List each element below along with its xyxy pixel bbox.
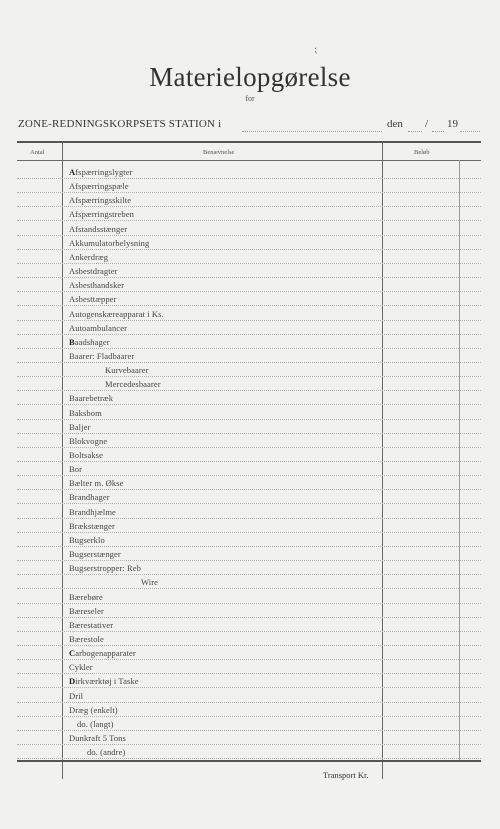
row-rule <box>17 419 481 420</box>
row-rule <box>17 518 481 519</box>
item-name: Bor <box>69 464 83 475</box>
item-name: Bæreseler <box>69 605 104 616</box>
item-name: Asbestdragter <box>69 266 118 277</box>
row-rule <box>17 206 481 207</box>
row-rule <box>17 178 481 179</box>
row-rule <box>17 744 481 745</box>
row-rule <box>17 447 481 448</box>
item-name: Asbesthandsker <box>69 280 125 291</box>
date-separator: / <box>425 118 429 130</box>
row-rule <box>17 404 481 405</box>
item-name: Bugserklo <box>69 534 105 545</box>
item-name: Bærebøre <box>69 591 103 602</box>
item-name: Brandhager <box>69 492 110 503</box>
item-name: Baarer: Fladbaarer <box>69 350 135 361</box>
row-rule <box>17 503 481 504</box>
item-name: Baksbom <box>69 407 102 418</box>
item-name: Dræg (enkelt) <box>69 704 118 715</box>
item-name: Bærestole <box>69 633 104 644</box>
transport-label: Transport Kr. <box>323 770 369 780</box>
year-label: 19 <box>447 118 458 130</box>
date-day-field[interactable] <box>408 131 422 132</box>
item-name: Baljer <box>69 421 91 432</box>
row-rule <box>17 546 481 547</box>
item-name: Afspærringstreben <box>69 209 134 220</box>
row-rule <box>17 277 481 278</box>
item-name: do. (langt) <box>77 718 114 729</box>
item-name: Brækstænger <box>69 520 115 531</box>
pencil-mark-icon: ⁏ <box>314 44 318 55</box>
row-rule <box>17 659 481 660</box>
item-name: Dril <box>69 690 84 701</box>
header-count: Antal <box>30 149 45 156</box>
row-rule <box>17 687 481 688</box>
form-title: Materielopgørelse <box>149 62 351 92</box>
row-rule <box>17 433 481 434</box>
item-name: Dunkraft 5 Tons <box>69 733 126 743</box>
item-name: Ankerdræg <box>69 251 109 262</box>
table-bottom-rule <box>17 760 481 762</box>
item-name: Boltsakse <box>69 450 103 460</box>
row-rule <box>17 249 481 250</box>
item-name: Autogenskæreapparat i Ks. <box>69 308 164 319</box>
header-rule <box>17 160 481 161</box>
item-name: Baarebetræk <box>69 393 114 404</box>
row-rule <box>17 192 481 193</box>
station-label: ZONE-REDNINGSKORPSETS STATION i <box>18 118 222 130</box>
row-rule <box>17 235 481 236</box>
item-name: Afspærringslygter <box>69 167 133 177</box>
row-rule <box>17 645 481 646</box>
row-rule <box>17 617 481 618</box>
row-rule <box>17 390 481 391</box>
row-rule <box>17 334 481 335</box>
item-name: Wire <box>141 577 159 588</box>
row-rule <box>17 362 481 363</box>
item-name: Bugserstænger <box>69 549 121 560</box>
row-rule <box>17 320 481 321</box>
row-rule <box>17 291 481 292</box>
item-name: Bugserstropper: Reb <box>69 563 142 574</box>
row-rule <box>17 220 481 221</box>
item-name: Blokvogne <box>69 435 108 446</box>
row-rule <box>17 532 481 533</box>
item-name: Afstandsstænger <box>69 223 128 234</box>
row-rule <box>17 758 481 759</box>
header-name: Benævnelse <box>203 149 235 156</box>
row-rule <box>17 588 481 589</box>
row-rule <box>17 475 481 476</box>
station-field[interactable] <box>242 131 382 132</box>
row-rule <box>17 263 481 264</box>
item-name: Bælter m. Økse <box>69 478 124 489</box>
item-name: Bærestativer <box>69 619 114 630</box>
row-rule <box>17 489 481 490</box>
item-name: Akkumulatorbelysning <box>69 237 150 248</box>
item-name: Carbogenapparater <box>69 648 136 659</box>
item-name: Kurvebaarer <box>105 365 149 376</box>
row-rule <box>17 305 481 306</box>
item-name: Mercedesbaarer <box>105 379 161 390</box>
row-rule <box>17 673 481 674</box>
row-rule <box>17 702 481 703</box>
row-rule <box>17 376 481 377</box>
date-label: den <box>387 118 403 130</box>
row-rule <box>17 348 481 349</box>
header-amount: Beløb <box>414 149 430 156</box>
row-rule <box>17 716 481 717</box>
item-name: Baadshager <box>69 336 110 347</box>
row-rule <box>17 631 481 632</box>
row-rule <box>17 461 481 462</box>
item-name: do. (andre) <box>87 747 126 758</box>
row-rule <box>17 560 481 561</box>
item-name: Cykler <box>69 662 93 673</box>
item-name: Brandhjælme <box>69 506 116 517</box>
column-divider <box>459 160 460 760</box>
year-field[interactable] <box>460 131 480 132</box>
row-rule <box>17 730 481 731</box>
item-name: Afspærringsskilte <box>69 195 132 206</box>
date-month-field[interactable] <box>432 131 444 132</box>
item-name: Dirkværktøj i Taske <box>69 676 139 687</box>
row-rule <box>17 603 481 604</box>
item-name: Afspærringspæle <box>69 181 129 192</box>
item-name: Autoambulancer <box>69 322 128 333</box>
item-name: Asbesttæpper <box>69 294 117 305</box>
form-subtitle: for <box>245 94 255 103</box>
table-top-rule <box>17 141 481 143</box>
row-rule <box>17 574 481 575</box>
